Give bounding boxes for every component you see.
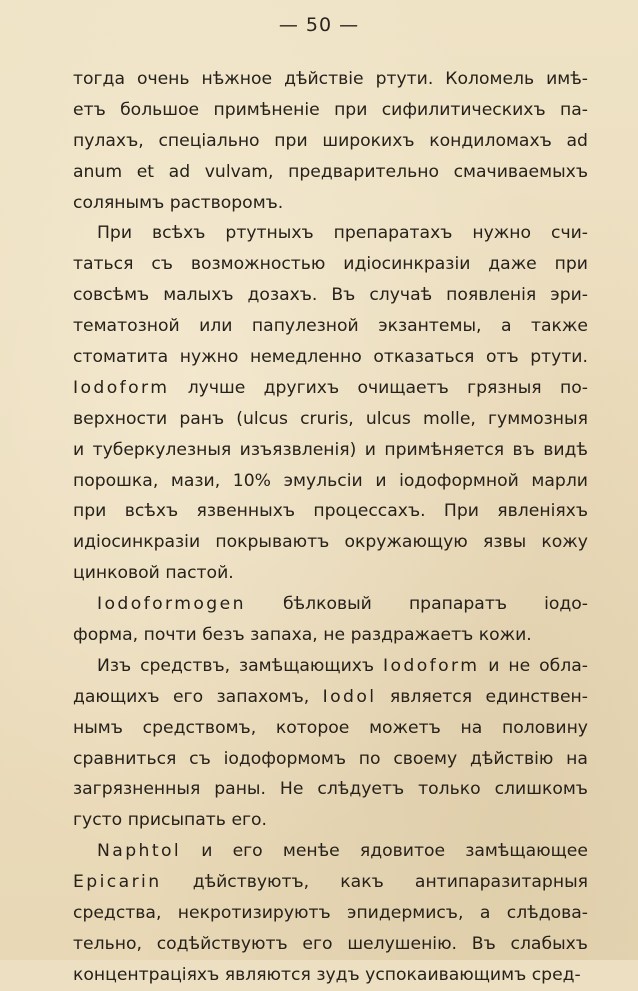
text-line xyxy=(73,867,588,898)
word: другихъ xyxy=(263,377,340,398)
word: Коломель xyxy=(445,69,535,89)
word: па- xyxy=(559,99,588,120)
word: отъ xyxy=(485,347,519,368)
word: замѣщающее xyxy=(465,841,588,862)
word: всѣхъ xyxy=(151,223,206,244)
word: бѣлковый xyxy=(282,594,372,615)
word: въ xyxy=(512,439,535,460)
word: его. xyxy=(231,810,268,831)
word: ртути. xyxy=(530,347,588,368)
word: molle, xyxy=(423,408,476,429)
word: безъ xyxy=(202,625,245,646)
word: большое xyxy=(120,99,200,120)
word: предварительно xyxy=(288,161,439,182)
word: раздражаетъ xyxy=(350,625,474,646)
word: слѣдуетъ xyxy=(317,779,405,800)
text-line xyxy=(73,898,588,929)
word: немедленно xyxy=(249,347,362,368)
paragraph xyxy=(73,218,588,589)
word: лучше xyxy=(187,377,246,398)
text-line xyxy=(73,435,588,466)
word: запахомъ, xyxy=(216,686,310,707)
body-text xyxy=(73,64,588,991)
text-line xyxy=(73,682,588,713)
word: или xyxy=(199,316,233,337)
word: раны. xyxy=(214,779,266,800)
word: только xyxy=(418,779,481,800)
word: антипаразитарныя xyxy=(414,872,588,893)
word: некротизируютъ xyxy=(177,903,331,924)
word: является xyxy=(389,686,473,707)
text-line xyxy=(73,157,588,188)
word: идіосинкразіи xyxy=(343,254,471,275)
word: очищаетъ xyxy=(357,377,449,398)
paragraph xyxy=(73,836,588,990)
text-line xyxy=(73,558,588,589)
word: на xyxy=(460,717,483,738)
word: спеціально xyxy=(158,130,260,151)
word: присыпать xyxy=(127,810,226,831)
word: видѣ xyxy=(543,439,588,460)
text-line xyxy=(73,527,588,558)
word: и xyxy=(488,655,500,676)
word: на xyxy=(566,748,588,769)
word: Epicarin xyxy=(73,872,162,893)
word: эпидермисъ, xyxy=(347,903,464,924)
text-line xyxy=(73,64,588,95)
text-line xyxy=(73,620,588,651)
word: изъязвленія) xyxy=(239,439,357,460)
word: дѣйствію xyxy=(469,748,554,769)
paragraph xyxy=(73,64,588,218)
word: язвы xyxy=(482,532,527,553)
word: кожи. xyxy=(478,625,532,646)
text-line xyxy=(73,774,588,805)
word: гуммозныя xyxy=(488,408,588,429)
word: нужно xyxy=(179,347,239,368)
word: Iodoformogen xyxy=(97,594,246,615)
word: экзантемы, xyxy=(378,316,482,337)
word: цинковой xyxy=(73,563,160,584)
text-line xyxy=(73,929,588,960)
text-line xyxy=(73,466,588,497)
word: а xyxy=(500,316,512,337)
word: іодоформомъ xyxy=(223,748,346,769)
word: средства, xyxy=(73,903,162,924)
word: случаѣ xyxy=(369,285,433,306)
word: ртути. xyxy=(375,69,434,89)
text-line xyxy=(73,126,588,157)
word: слѣдова- xyxy=(506,903,588,924)
word: ранъ xyxy=(179,408,225,429)
word: единствен- xyxy=(485,686,588,707)
text-line xyxy=(73,744,588,775)
word: марли xyxy=(531,470,588,491)
word: нѣжное xyxy=(201,69,273,89)
word: при xyxy=(334,99,368,120)
word: сред- xyxy=(531,964,581,985)
word: примѣненіе xyxy=(213,99,320,120)
word: обла- xyxy=(539,655,588,676)
word: дающихъ xyxy=(73,686,160,707)
word: Iodoform xyxy=(383,655,480,676)
word: а xyxy=(479,903,491,924)
word: окружающую xyxy=(344,532,468,553)
word: не xyxy=(323,625,346,646)
word: отказаться xyxy=(373,347,475,368)
word: счи- xyxy=(551,223,588,244)
word: растворомъ. xyxy=(169,192,284,213)
word: язвенныхъ xyxy=(196,501,296,522)
word: Въ xyxy=(331,285,356,306)
word: сифилитическихъ xyxy=(381,99,546,120)
word: примѣняется xyxy=(384,439,505,460)
text-line xyxy=(73,496,588,527)
text-line xyxy=(73,249,588,280)
word: верхности xyxy=(73,408,168,429)
word: ядовитое xyxy=(359,841,446,862)
text-line xyxy=(73,311,588,342)
word: етъ xyxy=(73,99,106,120)
word: ulcus xyxy=(365,408,411,429)
word: нужно xyxy=(472,223,532,244)
word: vulvam, xyxy=(204,161,274,182)
word: можетъ xyxy=(369,717,441,738)
word: содѣйствуютъ xyxy=(156,933,288,954)
word: его xyxy=(302,933,333,954)
page-number: — 50 — xyxy=(278,14,360,36)
word: нымъ xyxy=(73,717,123,738)
word: солянымъ xyxy=(73,192,165,213)
word: процессахъ. xyxy=(313,501,426,522)
word: кожу xyxy=(541,532,588,553)
text-line xyxy=(73,651,588,682)
word: съ xyxy=(151,254,173,275)
text-line xyxy=(73,404,588,435)
word: его xyxy=(232,841,263,862)
word: шелушенію. xyxy=(347,933,458,954)
word: его xyxy=(172,686,204,707)
word: Iodoform xyxy=(73,377,170,398)
word: Iodol xyxy=(322,686,377,707)
word: имѣ- xyxy=(546,69,588,89)
word: тогда xyxy=(73,69,125,89)
word: какъ xyxy=(340,872,384,893)
text-line xyxy=(73,188,588,219)
word: ad xyxy=(168,161,191,182)
text-line xyxy=(73,373,588,404)
word: грязныя xyxy=(467,377,542,398)
word: При xyxy=(443,501,479,522)
word: тематозной xyxy=(73,316,180,337)
word: широкихъ xyxy=(322,130,415,151)
word: концентраціяхъ xyxy=(73,964,220,985)
text-line xyxy=(73,280,588,311)
word: дѣйствуютъ, xyxy=(192,872,310,893)
word: даже xyxy=(488,254,537,275)
word: дозахъ. xyxy=(247,285,318,306)
text-line xyxy=(73,960,588,991)
word: сравниться xyxy=(73,748,177,769)
word: менѣе xyxy=(282,841,340,862)
text-line xyxy=(73,589,588,620)
word: загрязненныя xyxy=(73,779,201,800)
text-line xyxy=(73,836,588,867)
word: (ulcus xyxy=(236,408,288,429)
word: дѣйствіе xyxy=(284,69,364,89)
word: половину xyxy=(502,717,588,738)
word: появленія xyxy=(446,285,537,306)
word: своему xyxy=(393,748,458,769)
word: et xyxy=(136,161,155,182)
word: и xyxy=(73,439,85,460)
word: не xyxy=(508,655,531,676)
word: папулезной xyxy=(251,316,359,337)
word: по xyxy=(358,748,381,769)
word: при xyxy=(274,130,308,151)
word: тельно, xyxy=(73,933,142,954)
word: очень xyxy=(136,69,190,89)
word: всѣхъ xyxy=(124,501,179,522)
word: зудъ xyxy=(316,964,360,985)
paragraph xyxy=(73,651,588,836)
word: 10% xyxy=(232,470,271,491)
word: Въ xyxy=(471,933,496,954)
word: явленіяхъ xyxy=(497,501,588,522)
word: Изъ xyxy=(97,655,132,676)
word: при xyxy=(73,501,107,522)
word: кондиломахъ xyxy=(429,130,552,151)
word: являются xyxy=(224,964,311,985)
word: почти xyxy=(143,625,197,646)
word: При xyxy=(97,223,133,244)
word: покрываютъ xyxy=(215,532,330,553)
word: возможностью xyxy=(190,254,326,275)
word: запаха, xyxy=(250,625,318,646)
paragraph xyxy=(73,589,588,651)
word: эмульсіи xyxy=(283,470,363,491)
text-line xyxy=(73,218,588,249)
word: форма, xyxy=(73,625,139,646)
word: іодоформной xyxy=(399,470,519,491)
word: успокаивающимъ xyxy=(365,964,527,985)
word: съ xyxy=(189,748,211,769)
word: пулахъ, xyxy=(73,130,144,151)
word: идіосинкразіи xyxy=(73,532,201,553)
word: ad xyxy=(566,130,588,151)
word: средствъ, xyxy=(140,655,231,676)
word: стоматита xyxy=(73,347,169,368)
word: мази, xyxy=(170,470,221,491)
word: препаратахъ xyxy=(333,223,453,244)
word: слабыхъ xyxy=(510,933,588,954)
word: и xyxy=(201,841,213,862)
word: Не xyxy=(279,779,304,800)
text-line xyxy=(73,95,588,126)
word: іодо- xyxy=(544,594,588,615)
word: эри- xyxy=(550,285,588,306)
word: также xyxy=(530,316,588,337)
word: пастой. xyxy=(165,563,234,584)
word: смачиваемыхъ xyxy=(453,161,588,182)
word: и xyxy=(364,439,376,460)
text-line xyxy=(73,342,588,373)
word: прапаратъ xyxy=(408,594,507,615)
word: Naphtol xyxy=(97,841,182,862)
word: и xyxy=(375,470,387,491)
word: по- xyxy=(559,377,588,398)
text-line xyxy=(73,805,588,836)
word: anum xyxy=(73,161,123,182)
word: средствомъ, xyxy=(142,717,257,738)
text-line xyxy=(73,713,588,744)
word: замѣщающихъ xyxy=(239,655,375,676)
word: которое xyxy=(275,717,350,738)
word: cruris, xyxy=(300,408,354,429)
word: таться xyxy=(73,254,134,275)
word: густо xyxy=(73,810,123,831)
word: совсѣмъ xyxy=(73,285,150,306)
word: порошка, xyxy=(73,470,159,491)
word: малыхъ xyxy=(163,285,234,306)
word: туберкулезныя xyxy=(92,439,232,460)
word: при xyxy=(554,254,588,275)
word: слишкомъ xyxy=(494,779,588,800)
word: ртутныхъ xyxy=(225,223,314,244)
